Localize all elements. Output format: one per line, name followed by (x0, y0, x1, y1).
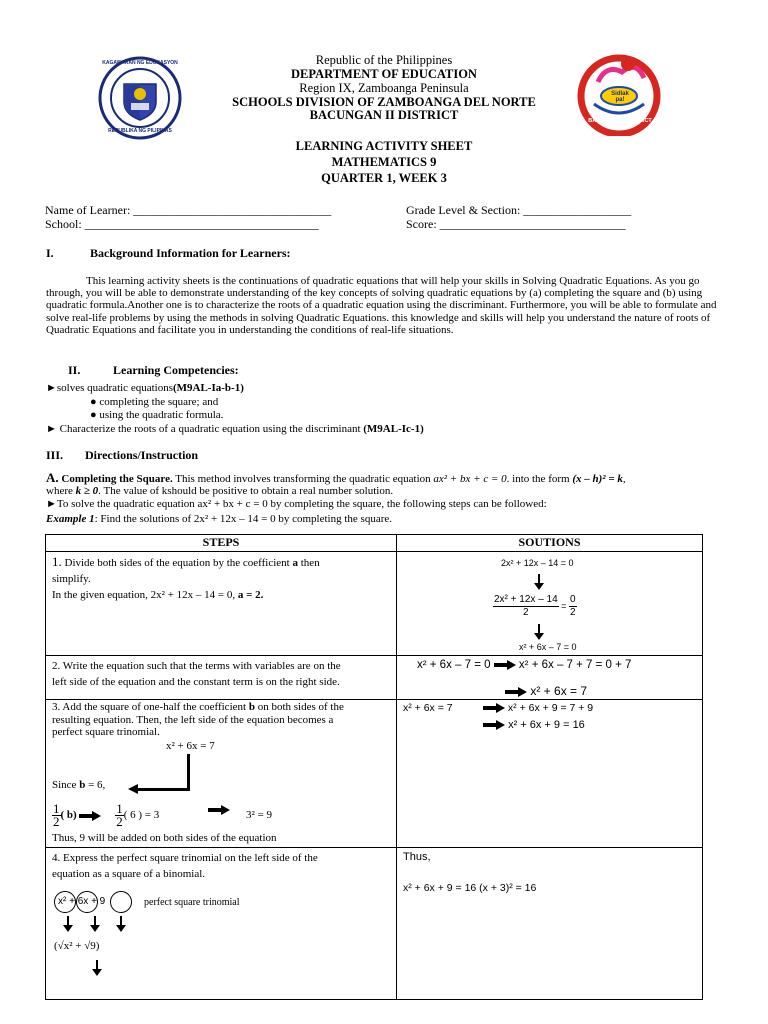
field-grade-section[interactable]: Grade Level & Section: __________________ (406, 203, 632, 217)
table-row (46, 656, 703, 700)
right-arrow-icon (483, 703, 505, 713)
step3-square: 3² = 9 (246, 809, 273, 821)
header-division: SCHOOLS DIVISION OF ZAMBOANGA DEL NORTE (232, 95, 536, 109)
step3-equation: x² + 6x = 7 (166, 740, 215, 752)
step1-line1: 1. Divide both sides of the equation by the coefficient a then (52, 554, 320, 569)
district-logo-text: BACUNGAN II DISTRICT (588, 118, 652, 124)
step4-instruction: 4. Express the perfect square trinomial on the left side of the equation as a square of a binomial. (52, 852, 318, 880)
connector-line (136, 788, 190, 791)
field-school[interactable]: School: _______________________________________ (45, 217, 319, 231)
step2-solution-line2: x² + 6x = 7 (505, 684, 587, 698)
method-a-line2: where k ≥ 0. The value of kshould be positive to obtain a real number solution. (46, 485, 394, 497)
step1-solution-fraction: $\frac{\text{2x² + 12x – 14}}{2}$ = $\frac{0}{2}$ (494, 594, 576, 618)
right-arrow-icon (208, 805, 230, 815)
circle-mark (110, 891, 132, 913)
right-arrow-icon (494, 660, 516, 670)
step1-solution-bottom: x² + 6x – 7 = 0 (519, 642, 577, 652)
deped-seal-text-top: KAGAWARAN NG EDUKASYON (102, 60, 178, 66)
step4-sqrt-expression: (√x² + √9) (54, 940, 100, 952)
step3-thus: Thus, 9 will be added on both sides of the equation (52, 832, 277, 844)
title-quarter: QUARTER 1, WEEK 3 (321, 171, 447, 185)
triangle-bullet-icon: ► (46, 423, 57, 435)
bullet-icon: ● (90, 396, 97, 408)
down-arrow-icon (534, 574, 544, 590)
section1-paragraph: This learning activity sheets is the continuations of quadratic equations that will help your skills in Solving Quadratic Equations. As you go through, you will be able to demonstrate understanding of the key concepts of solving quadratic equations by (a) completing the square and (b) using quadratic formula.Another one is to characterize the roots of a quadratic equation using the discriminant. Furthermore, you will be able to formulate and solve real-life problems by using the methods in solving Quadratic Equations. this knowledge and skills will help you understand the nature of roots of Quadratic Equations and facilitate you in understanding the conditions of real-life situations. (46, 275, 717, 336)
connector-line (187, 754, 190, 790)
steps-header: STEPS (46, 535, 397, 552)
example-1: Example 1: Find the solutions of 2x² + 12x – 14 = 0 by completing the square. (46, 513, 392, 525)
step4-solution-equation: x² + 6x + 9 = 16 (x + 3)² = 16 (403, 882, 537, 894)
competency-1-sub-2: ● using the quadratic formula. (90, 409, 224, 421)
right-arrow-icon (79, 811, 101, 821)
down-arrow-icon (90, 916, 100, 932)
down-arrow-icon (534, 624, 544, 640)
down-arrow-icon (116, 916, 126, 932)
method-a-line1: A. Completing the Square. This method involves transforming the quadratic equation ax² + bx + c = 0. into the form (x – h)² = k, (46, 470, 626, 485)
title-activity-sheet: LEARNING ACTIVITY SHEET (295, 139, 473, 153)
district-logo-badge: Sidlak pa! (611, 91, 629, 103)
bullet-icon: ● (90, 409, 97, 421)
step3-instruction: 3. Add the square of one-half the coefficient b on both sides of the resulting equation. Then, the left side of the equation becomes a perfect square trinomial. (52, 701, 344, 738)
step2-line2: left side of the equation and the constant term is on the right side. (52, 676, 340, 688)
right-arrow-icon (483, 720, 505, 730)
step1-solution-top: 2x² + 12x – 14 = 0 (501, 558, 574, 568)
section2-number: II. (68, 363, 81, 377)
competency-1-sub-1: ● completing the square; and (90, 396, 219, 408)
header-region: Region IX, Zamboanga Peninsula (299, 81, 469, 95)
step1-line2: simplify. (52, 573, 91, 585)
field-score[interactable]: Score: _______________________________ (406, 217, 626, 231)
steps-table (45, 534, 703, 1000)
step3-since: Since b = 6, (52, 779, 106, 791)
title-subject: MATHEMATICS 9 (331, 155, 437, 169)
section3-title: Directions/Instruction (85, 448, 199, 462)
step3-solution-line2: x² + 6x + 9 = 16 (483, 719, 585, 731)
step3-solution-line1a: x² + 6x = 7 (403, 702, 453, 714)
header-republic: Republic of the Philippines (315, 53, 453, 67)
deped-seal-text-bottom: REPUBLIKA NG PILIPINAS (108, 128, 172, 134)
section1-title: Background Information for Learners: (90, 246, 291, 260)
step4-solution-thus: Thus, (403, 851, 431, 863)
triangle-bullet-icon: ► (46, 382, 57, 394)
down-arrow-icon (92, 960, 102, 976)
triangle-bullet-icon: ► (46, 498, 57, 510)
step4-label: perfect square trinomial (144, 897, 240, 908)
method-a-line3: ►To solve the quadratic equation ax² + bx + c = 0 by completing the square, the following steps can be followed: (46, 498, 547, 510)
step4-trinomial: x² + 6x + 9 (58, 896, 106, 907)
down-arrow-icon (63, 916, 73, 932)
section1-number: I. (46, 246, 54, 260)
table-row (46, 700, 703, 848)
step3-half-coefficient: $\frac{1}{2}$ ( b) $\frac{1}{2}$ ( 6 ) = 3 (53, 801, 160, 829)
solutions-header: SOUTIONS (397, 535, 703, 552)
step3-solution-line1b: x² + 6x + 9 = 7 + 9 (483, 702, 593, 714)
step1-line3: In the given equation, 2x² + 12x – 14 = 0, a = 2. (52, 589, 264, 601)
header-department: DEPARTMENT OF EDUCATION (291, 67, 477, 81)
step2-solution-line1: x² + 6x – 7 = 0 x² + 6x – 7 + 7 = 0 + 7 (417, 659, 632, 671)
right-arrow-icon (505, 687, 527, 697)
section3-number: III. (46, 448, 64, 462)
step2-line1: 2. Write the equation such that the terms with variables are on the (52, 660, 341, 672)
table-row (46, 848, 703, 1000)
header-district: BACUNGAN II DISTRICT (309, 108, 459, 122)
left-arrow-icon (128, 784, 138, 794)
competency-2: ► Characterize the roots of a quadratic equation using the discriminant (M9AL-Ic-1) (46, 423, 424, 435)
table-row (46, 552, 703, 656)
section2-title: Learning Competencies: (113, 363, 239, 377)
field-learner-name[interactable]: Name of Learner: _________________________________ (45, 203, 332, 217)
competency-1: ►solves quadratic equations(M9AL-Ia-b-1) (46, 382, 244, 394)
